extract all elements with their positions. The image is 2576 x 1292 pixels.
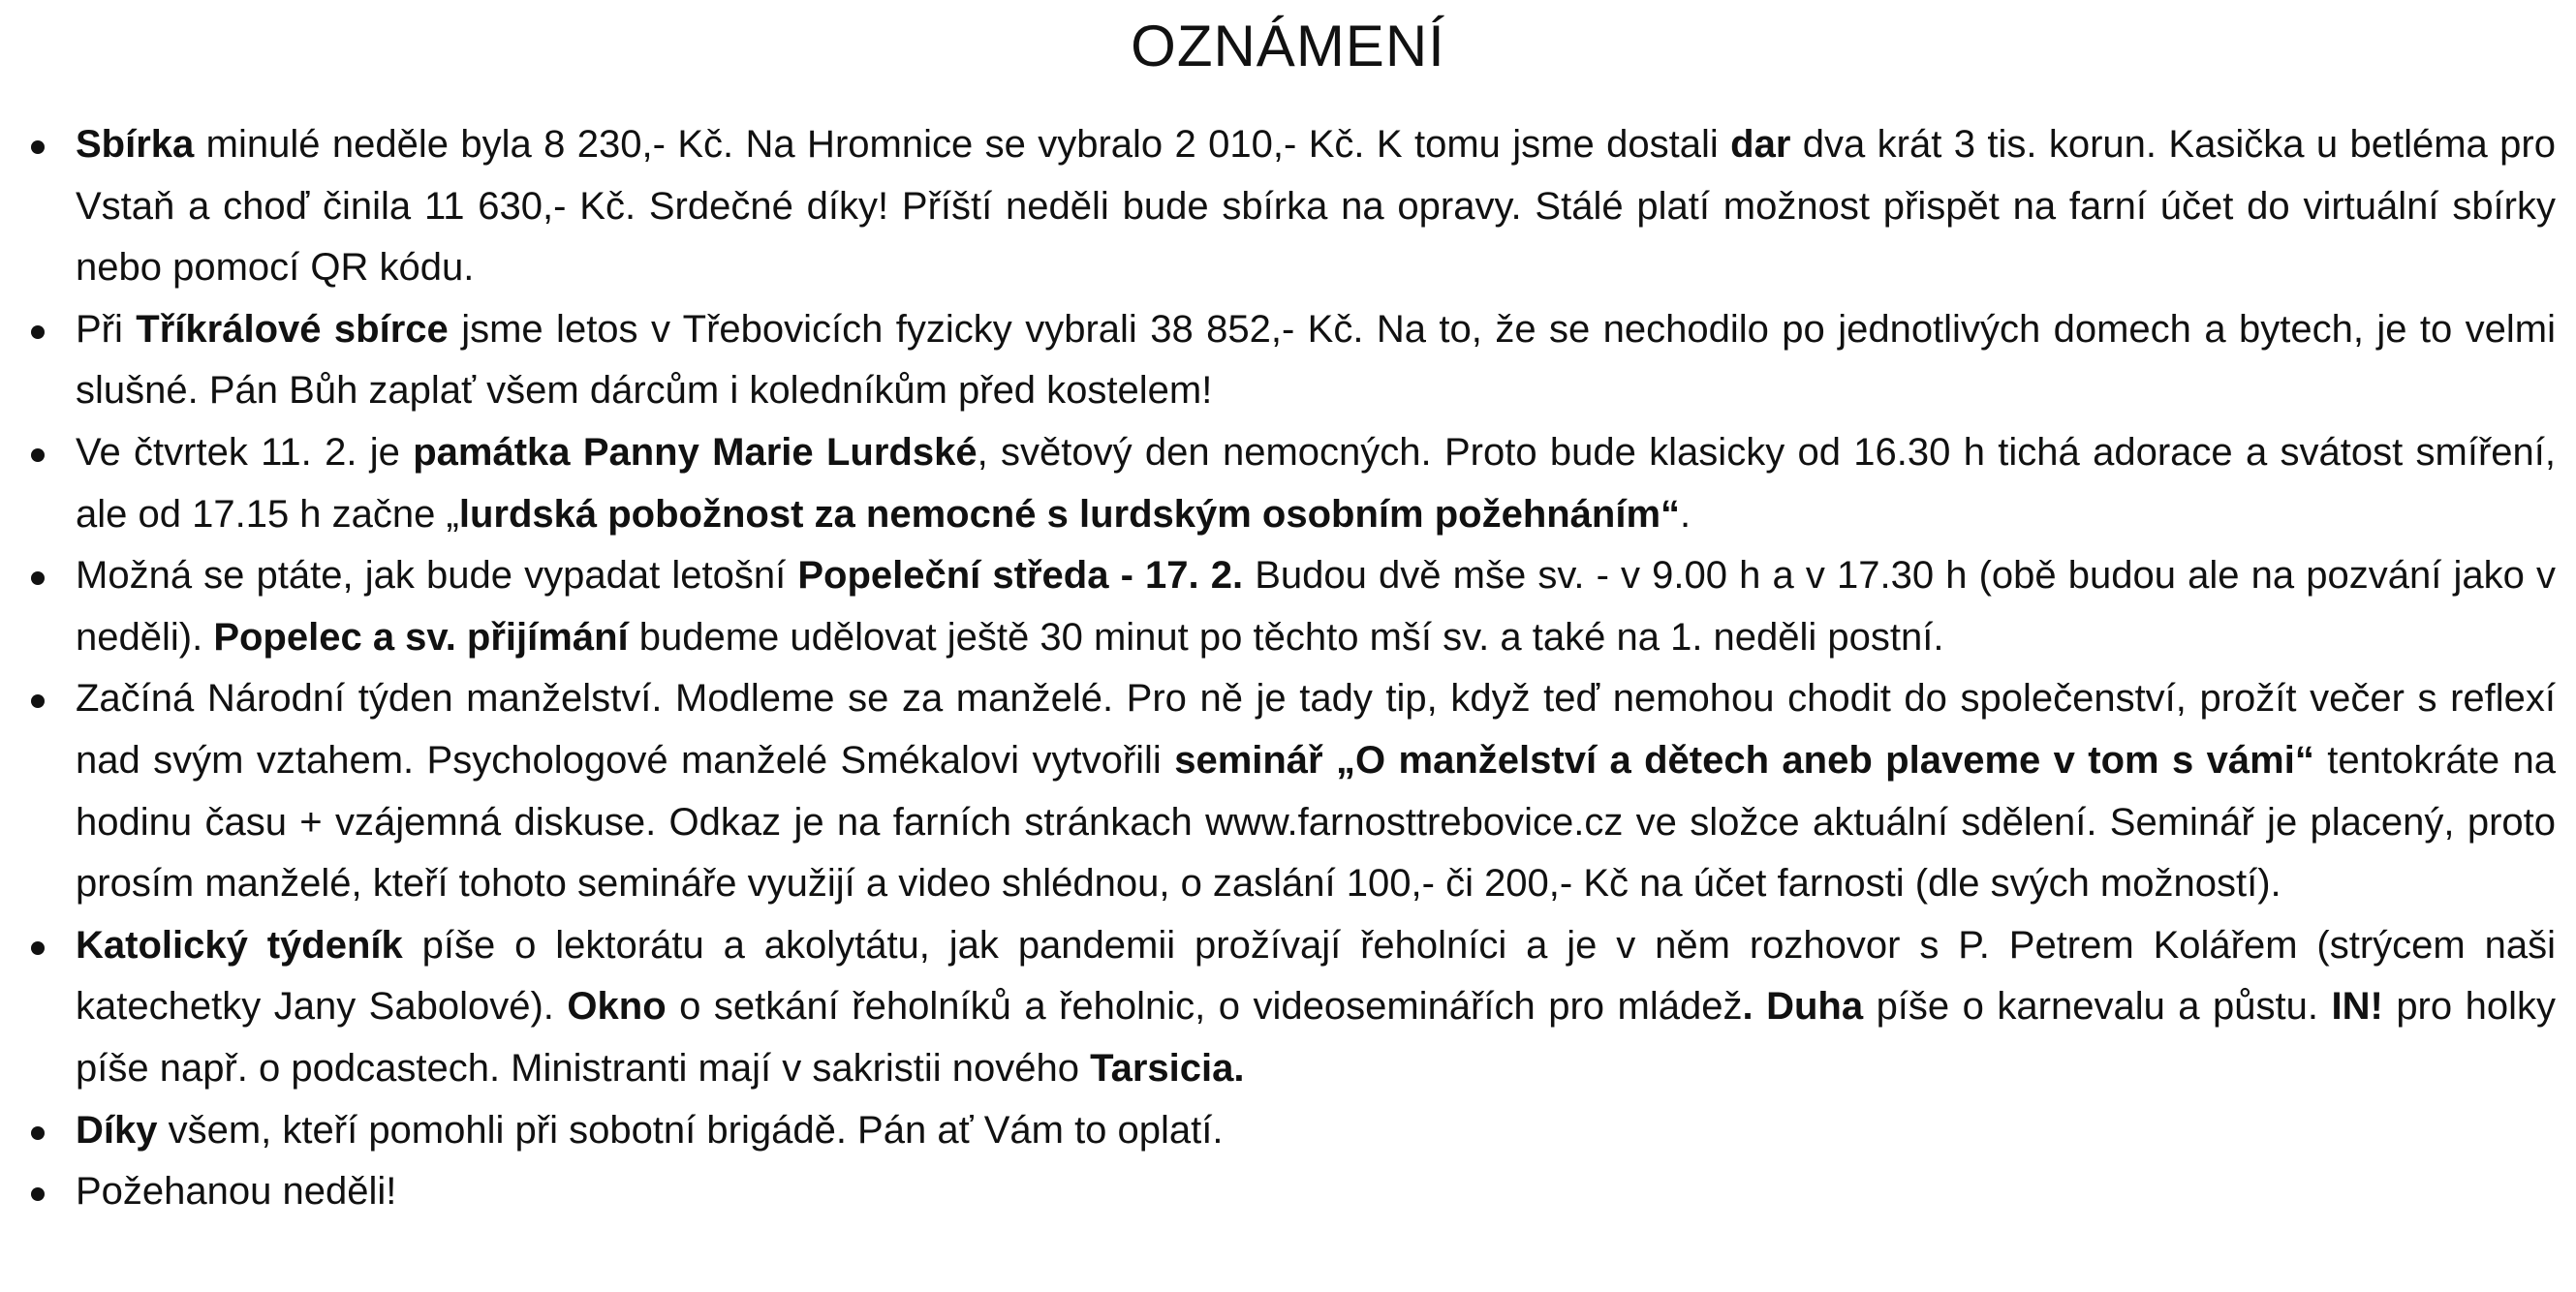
item-text: . bbox=[1680, 492, 1691, 536]
item-text-bold: Tříkrálové sbírce bbox=[136, 307, 449, 351]
item-text: jsme letos v Třebovicích fyzicky vybrali 38 852,- Kč. Na to, že se nechodilo po jednotlivých domech a bytech, je to velmi slušné. Pán Bůh zaplať všem dárcům i koledníkům před kostelem! bbox=[76, 307, 2556, 413]
item-text: píše o karnevalu a půstu. bbox=[1863, 985, 2332, 1029]
item-text-bold: Díky bbox=[76, 1108, 158, 1152]
announcement-item bbox=[76, 114, 2556, 299]
item-text: o setkání řeholníků a řeholnic, o videoseminářích pro mládež bbox=[666, 985, 1743, 1029]
item-text: Ve čtvrtek 11. 2. je bbox=[76, 430, 414, 474]
page-title: OZNÁMENÍ bbox=[1131, 14, 1445, 78]
announcement-item bbox=[76, 1100, 2556, 1162]
item-text: , světový den nemocných. Proto bude klasicky od 16.30 h tichá adorace a svátost smíření, ale od 17.15 h začne „ bbox=[76, 430, 2557, 536]
item-text: minulé neděle byla 8 230,- Kč. Na Hromnice se vybralo 2 010,- Kč. K tomu jsme dostali bbox=[194, 123, 1731, 166]
item-text-bold: Tarsicia. bbox=[1090, 1046, 1245, 1090]
announcement-item bbox=[76, 545, 2556, 668]
item-text-bold: památka Panny Marie Lurdské bbox=[413, 430, 978, 474]
item-text-bold: . Duha bbox=[1742, 985, 1864, 1029]
item-text: budeme udělovat ještě 30 minut po těchto mší sv. a také na 1. neděli postní. bbox=[628, 615, 1944, 659]
item-text: Při bbox=[76, 307, 137, 351]
item-text-bold: Popelec a sv. přijímání bbox=[213, 615, 629, 659]
item-text: Budou dvě mše sv. - v 9.00 h a v 17.30 h (obě budou ale na pozvání jako v neděli). bbox=[76, 554, 2556, 659]
item-text-bold: IN! bbox=[2331, 985, 2383, 1029]
announcement-item bbox=[76, 422, 2556, 545]
item-text-bold: Katolický týdeník bbox=[76, 923, 403, 967]
item-text-bold: lurdská pobožnost za nemocné s lurdským osobním požehnáním“ bbox=[458, 492, 1681, 536]
announcement-item bbox=[76, 668, 2556, 914]
item-text: tentokráte na hodinu času + vzájemná diskuse. Odkaz je na farních stránkach www.farnosttrebovice.cz ve složce aktuální sdělení. Seminář je placený, proto prosím manželé, kteří tohoto semináře využijí a video shlédnou, o zaslání 100,- či 200,- Kč na účet farnosti (dle svých možností). bbox=[76, 738, 2556, 906]
item-text: Začíná Národní týden manželství. Modleme se za manželé. Pro ně je tady tip, když teď nemohou chodit do společenství, prožít večer s reflexí nad svým vztahem. Psychologové manželé Smékalovi vytvořili bbox=[76, 677, 2556, 782]
item-text: všem, kteří pomohli při sobotní brigádě. Pán ať Vám to oplatí. bbox=[157, 1108, 1224, 1152]
announcement-item bbox=[76, 299, 2556, 422]
item-text-bold: dar bbox=[1730, 123, 1791, 166]
announcement-item bbox=[76, 915, 2556, 1100]
item-text-bold: seminář „O manželství a dětech aneb plaveme v tom s vámi“ bbox=[1174, 738, 2314, 782]
item-text: Požehanou neděli! bbox=[76, 1170, 397, 1214]
item-text: píše o lektorátu a akolytátu, jak pandemii prožívají řeholníci a je v něm rozhovor s P. Petrem Kolářem (strýcem naši katechetky Jany Sabolové). bbox=[76, 923, 2556, 1029]
item-text: dva krát 3 tis. korun. Kasička u betléma pro Vstaň a choď činila 11 630,- Kč. Srdečné díky! Příští neděli bude sbírka na opravy. Stálé platí možnost přispět na farní účet do virtuální sbírky nebo pomocí QR kódu. bbox=[76, 123, 2556, 290]
item-text-bold: Popeleční středa - 17. 2. bbox=[797, 554, 1244, 598]
item-text: Možná se ptáte, jak bude vypadat letošní bbox=[76, 554, 798, 598]
item-text: pro holky píše např. o podcastech. Ministranti mají v sakristii nového bbox=[76, 985, 2556, 1090]
item-text-bold: Okno bbox=[567, 985, 667, 1029]
announcement-item bbox=[76, 1161, 2556, 1223]
item-text-bold: Sbírka bbox=[76, 123, 195, 166]
announcement-list bbox=[76, 114, 2556, 1223]
